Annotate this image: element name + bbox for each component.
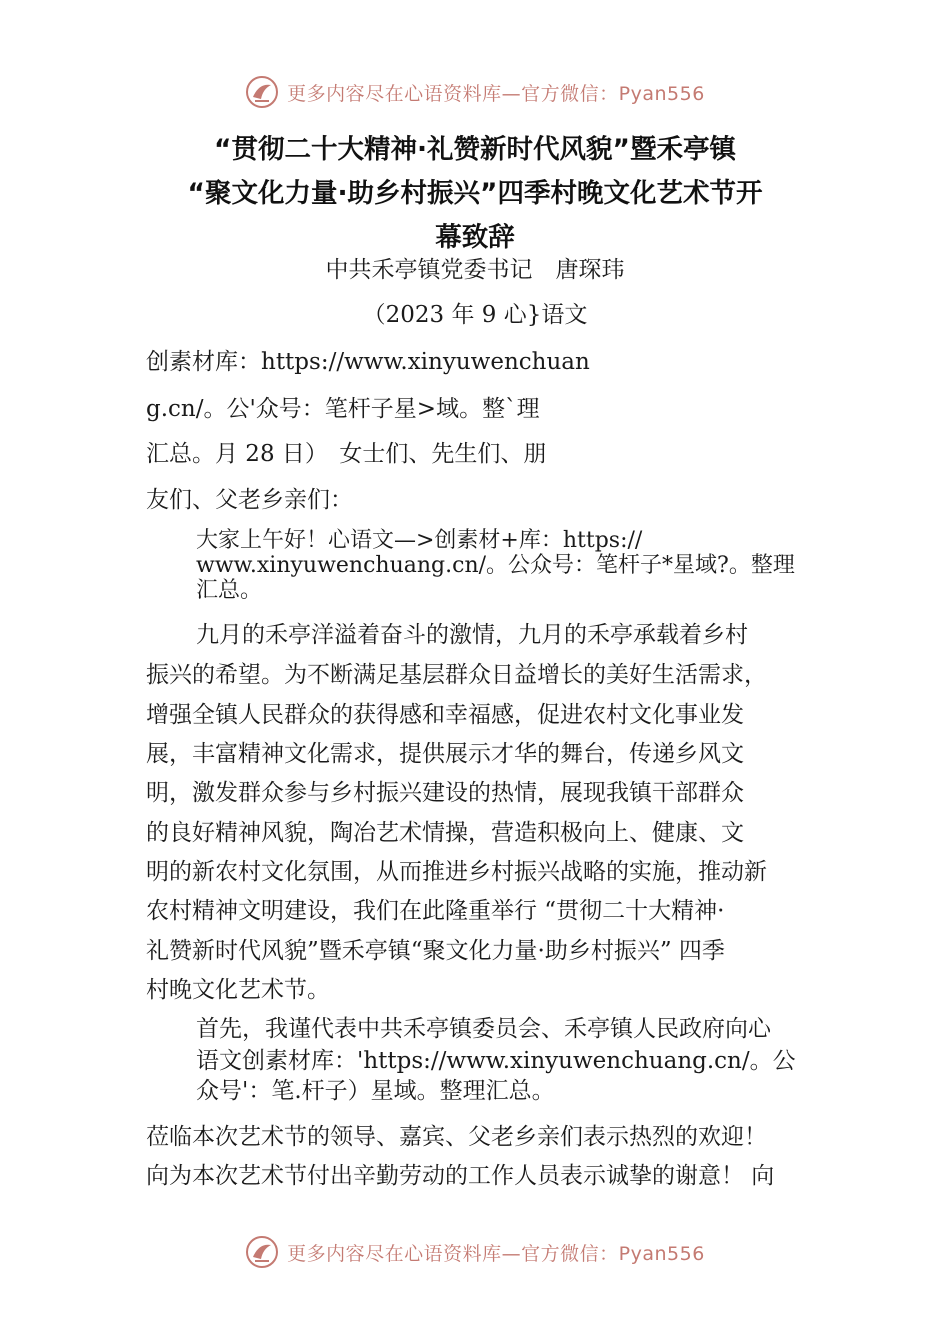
paragraph-line: 的良好精神风貌，陶冶艺术情操，营造积极向上、健康、文 (146, 820, 744, 846)
body-line: g.cn/。公'众号：笔杆子星>域。整`理 (146, 396, 540, 422)
paragraph-line: 向为本次艺术节付出辛勤劳动的工作人员表示诚挚的谢意！ 向 (146, 1163, 775, 1189)
paragraph-line: 明，激发群众参与乡村振兴建设的热情，展现我镇干部群众 (146, 780, 744, 806)
date-line: （2023 年 9 心}语文 (362, 302, 588, 328)
greeting-line: www.xinyuwenchuang.cn/。公众号：笔杆子*星域?。整理 (196, 553, 795, 578)
paragraph-line: 众号'：笔.杆子）星域。整理汇总。 (196, 1078, 555, 1104)
title-line-2: “聚文化力量·助乡村振兴”四季村晚文化艺术节开 (187, 178, 763, 209)
paragraph-line: 农村精神文明建设，我们在此隆重举行 “贯彻二十大精神· (146, 898, 725, 924)
body-line: 友们、父老乡亲们： (146, 487, 353, 513)
greeting-line: 大家上午好！心语文—>创素材+库：https:// (196, 528, 643, 553)
paragraph-line: 语文创素材库：'https://www.xinyuwenchuang.cn/。公 (196, 1048, 796, 1074)
watermark-header (0, 72, 950, 112)
paragraph-line: 村晚文化艺术节。 (146, 977, 330, 1003)
watermark-text: 更多内容尽在心语资料库—官方微信：Pyan556 (287, 82, 705, 105)
paragraph-line: 增强全镇人民群众的获得感和幸福感，促进农村文化事业发 (146, 702, 744, 728)
body-line: 创素材库：https://www.xinyuwenchuan (146, 349, 590, 375)
greeting-line: 汇总。 (196, 578, 263, 603)
paragraph-line: 振兴的希望。为不断满足基层群众日益增长的美好生活需求， (146, 662, 767, 688)
paragraph-line: 九月的禾亭洋溢着奋斗的激情，九月的禾亭承载着乡村 (196, 622, 748, 648)
title-line-1: “贯彻二十大精神·礼赞新时代风貌”暨禾亭镇 (214, 134, 736, 165)
paragraph-line: 礼赞新时代风貌”暨禾亭镇“聚文化力量·助乡村振兴” 四季 (146, 938, 725, 964)
stamp-logo-icon (245, 75, 279, 109)
stamp-logo-icon (245, 1235, 279, 1269)
title-line-3: 幕致辞 (435, 222, 515, 253)
watermark-text: 更多内容尽在心语资料库—官方微信：Pyan556 (287, 1242, 705, 1265)
body-line: 汇总。月 28 日） 女士们、先生们、朋 (146, 441, 547, 467)
page-title (140, 128, 810, 260)
paragraph-line: 明的新农村文化氛围，从而推进乡村振兴战略的实施，推动新 (146, 859, 767, 885)
watermark-footer (0, 1232, 950, 1272)
author-line: 中共禾亭镇党委书记 唐琛玮 (325, 257, 625, 283)
paragraph-line: 莅临本次艺术节的领导、嘉宾、父老乡亲们表示热烈的欢迎！ (146, 1124, 767, 1150)
paragraph-line: 展，丰富精神文化需求，提供展示才华的舞台，传递乡风文 (146, 741, 744, 767)
paragraph-line: 首先，我谨代表中共禾亭镇委员会、禾亭镇人民政府向心 (196, 1016, 771, 1042)
